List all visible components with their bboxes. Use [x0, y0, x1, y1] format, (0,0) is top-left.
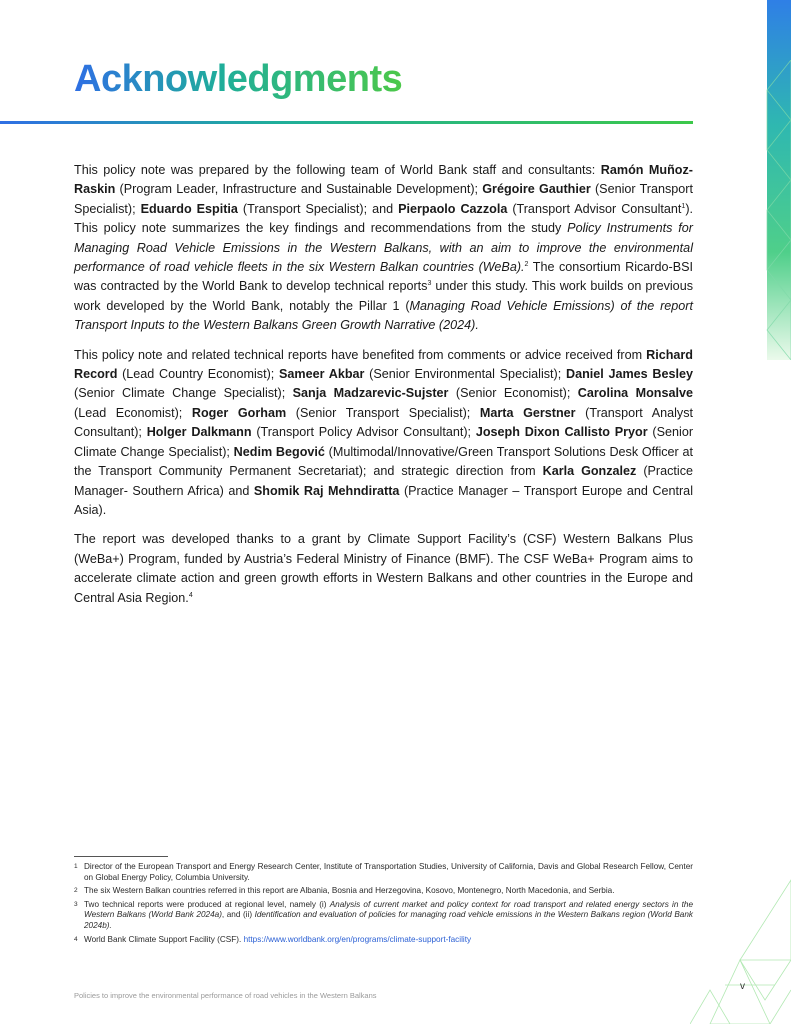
- footnote-item: [74, 862, 693, 883]
- person-name: Eduardo Espitia: [140, 201, 238, 216]
- footnote-text: [84, 862, 693, 883]
- person-name: Sanja Madzarevic-Sujster: [292, 386, 449, 401]
- italic-title: Policy Instruments for Managing Road Vehicle Emissions in the Western Balkans, with an aim to improve the environmental performance of road vehicle fleets in the six Western Balkan countries (WeBa).: [74, 221, 693, 275]
- footnote-number: 1: [74, 863, 78, 870]
- text-run: The report was developed thanks to a grant by Climate Support Facility’s (CSF) Western Balkans Plus (WeBa+) Program, funded by Austria’s Federal Ministry of Finance (BMF). The CSF WeBa+ Program aims to accelerate climate action and green growth efforts in Western Balkans and other countries in the Europe and Central Asia Region.: [74, 532, 693, 605]
- footnote-text: [84, 886, 693, 897]
- person-name: Carolina Monsalve: [577, 386, 693, 401]
- footnote-ref: 3: [427, 280, 432, 288]
- text-run: Two technical reports were produced at regional level, namely (i): [84, 899, 330, 909]
- text-run: (Transport Advisor Consultant: [507, 201, 682, 216]
- footnote-text: [84, 935, 693, 946]
- triangle-pattern-decoration: [740, 60, 791, 360]
- footnote-ref: 1: [681, 202, 686, 210]
- text-run: (Senior Economist);: [448, 386, 578, 401]
- paragraph-funding: [74, 530, 693, 608]
- footnote-text: [84, 900, 693, 932]
- text-run: Director of the European Transport and Energy Research Center, Institute of Transportation Studies, University of California, Davis and Global Research Fellow, Center on Global Energy Policy, Columbia University.: [84, 862, 693, 882]
- paragraph-team: [74, 161, 693, 336]
- text-run: (Multimodal/Innovative/Green Transport Solutions Desk Officer at the Transport Community Permanent Secretariat); and strategic direction from: [74, 444, 694, 479]
- footnote-number: 3: [74, 900, 78, 908]
- text-run: (Senior Climate Change Specialist);: [74, 425, 694, 459]
- footnote-item: [74, 935, 693, 946]
- person-name: Ramón Muñoz-Raskin: [74, 163, 693, 197]
- footnote-item: [74, 886, 693, 897]
- footnote-item: [74, 900, 693, 932]
- text-run: (Transport Specialist); and: [237, 201, 399, 216]
- person-name: Nedim Begović: [233, 444, 325, 459]
- person-name: Daniel James Besley: [565, 367, 693, 382]
- person-name: Pierpaolo Cazzola: [398, 201, 508, 216]
- text-run: (Senior Climate Change Specialist);: [74, 386, 293, 401]
- text-run: This policy note and related technical reports have benefited from comments or advice received from: [74, 347, 647, 362]
- text-run: (Practice Manager- Southern Africa) and: [74, 464, 694, 498]
- person-name: Karla Gonzalez: [542, 464, 637, 479]
- text-run: The consortium Ricardo-BSI was contracted by the World Bank to develop technical reports: [74, 260, 693, 294]
- footnote-ref: 4: [188, 591, 193, 599]
- person-name: Marta Gerstner: [479, 405, 576, 420]
- footnote-ref: 2: [524, 260, 529, 268]
- text-run: This policy note was prepared by the following team of World Bank staff and consultants:: [74, 163, 601, 177]
- text-run: (Transport Analyst Consultant);: [74, 405, 693, 440]
- person-name: Sameer Akbar: [279, 367, 365, 382]
- text-run: , and (ii): [221, 910, 255, 920]
- text-run: ). This policy note summarizes the key findings and recommendations from the study: [74, 201, 694, 236]
- italic-title: Identification and evaluation of policies for managing road vehicle emissions in the Western Balkans region (World Bank 2024b).: [84, 910, 693, 930]
- person-name: Grégoire Gauthier: [482, 182, 591, 197]
- text-run: (Senior Transport Specialist);: [74, 182, 693, 216]
- corner-triangle-decoration: [690, 860, 791, 1024]
- footnote-number: 4: [74, 935, 78, 943]
- text-run: (Senior Environmental Specialist);: [364, 367, 566, 382]
- running-footer: Policies to improve the environmental performance of road vehicles in the Western Balkans: [74, 991, 377, 1000]
- text-run: (Lead Country Economist);: [117, 367, 279, 382]
- acknowledgments-body: [74, 161, 693, 618]
- text-run: (Practice Manager – Transport Europe and Central Asia).: [74, 483, 693, 517]
- text-run: World Bank Climate Support Facility (CSF).: [84, 934, 244, 944]
- paragraph-reviewers: [74, 346, 693, 521]
- text-run: The six Western Balkan countries referred in this report are Albania, Bosnia and Herzegovina, Kosovo, Montenegro, North Macedonia, and Serbia.: [84, 886, 615, 896]
- person-name: Shomik Raj Mehndiratta: [253, 483, 400, 498]
- footnote-separator: [74, 856, 168, 857]
- page-title: Acknowledgments: [74, 58, 403, 100]
- footnote-number: 2: [74, 887, 78, 895]
- italic-title: Managing Road Vehicle Emissions) of the report Transport Inputs to the Western Balkans Green Growth Narrative (2024).: [74, 298, 693, 333]
- text-run: (Senior Transport Specialist);: [286, 405, 480, 420]
- text-run: (Program Leader, Infrastructure and Sustainable Development);: [115, 182, 483, 197]
- text-run: (Transport Policy Advisor Consultant);: [251, 425, 476, 440]
- page-number: v: [740, 981, 745, 992]
- person-name: Holger Dalkmann: [146, 425, 252, 440]
- footnotes: [74, 862, 693, 948]
- person-name: Richard Record: [74, 347, 693, 382]
- person-name: Joseph Dixon Callisto Pryor: [475, 425, 648, 440]
- italic-title: Analysis of current market and policy context for road transport and related energy sectors in the Western Balkans (World Bank 2024a): [84, 899, 693, 920]
- footnote-link[interactable]: https://www.worldbank.org/en/programs/climate-support-facility: [243, 934, 472, 944]
- title-underline: [0, 121, 693, 124]
- text-run: (Lead Economist);: [74, 405, 192, 420]
- text-run: under this study. This work builds on previous work developed by the World Bank, notably the Pillar 1 (: [74, 279, 693, 313]
- person-name: Roger Gorham: [191, 405, 287, 420]
